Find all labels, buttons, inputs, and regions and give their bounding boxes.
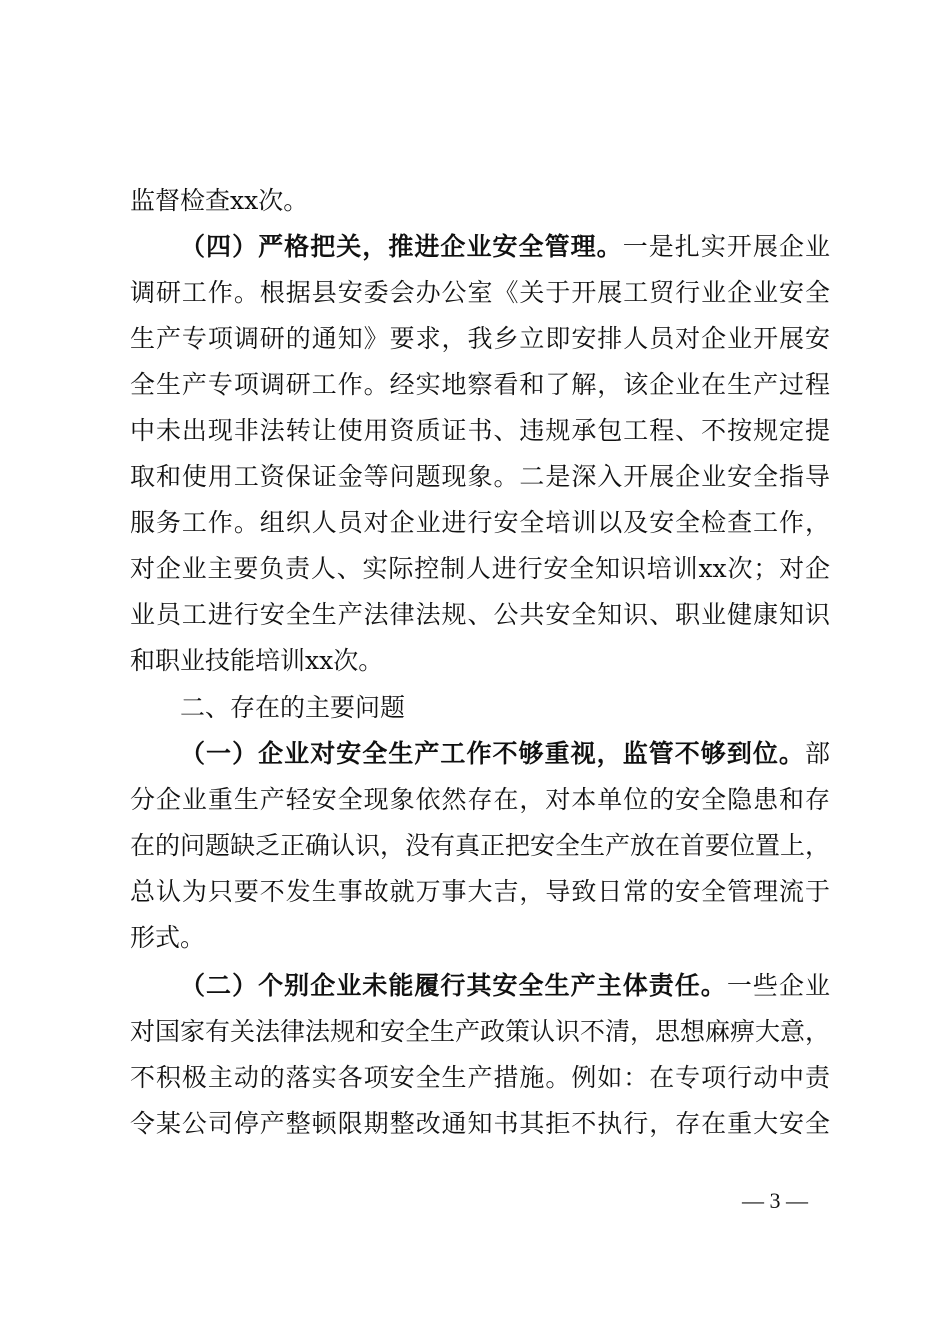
- line-text: 对企业主要负责人、实际控制人进行安全知识培训xx次；对企: [130, 554, 830, 583]
- body-line: [130, 546, 830, 592]
- line-text: 一些企业: [726, 971, 830, 1000]
- line-text: 总认为只要不发生事故就万事大吉，导致日常的安全管理流于: [130, 877, 830, 906]
- body-line: [130, 316, 830, 362]
- page-number: — 3 —: [742, 1188, 808, 1213]
- body-line: [130, 869, 830, 915]
- body-line: [130, 638, 830, 684]
- line-text: 和职业技能培训xx次。: [130, 646, 384, 675]
- line-text: 对国家有关法律法规和安全生产政策认识不清，思想麻痹大意，: [130, 1017, 831, 1046]
- line-text: 服务工作。组织人员对企业进行安全培训以及安全检查工作，: [130, 508, 830, 537]
- body-line: [130, 362, 830, 408]
- line-text: 业员工进行安全生产法律法规、公共安全知识、职业健康知识: [130, 600, 830, 629]
- line-text: 取和使用工资保证金等问题现象。二是深入开展企业安全指导: [130, 462, 830, 491]
- line-text: 监督检查xx次。: [130, 186, 309, 215]
- line-text: 中未出现非法转让使用资质证书、违规承包工程、不按规定提: [130, 416, 830, 445]
- line-text: 调研工作。根据县安委会办公室《关于开展工贸行业企业安全: [130, 278, 830, 307]
- line-text: 部: [804, 739, 830, 768]
- line-text: 分企业重生产轻安全现象依然存在，对本单位的安全隐患和存: [130, 785, 830, 814]
- line-text: 一是扎实开展企业: [622, 232, 830, 261]
- subsection-2-line: [180, 963, 830, 1009]
- line-text: 形式。: [130, 923, 206, 952]
- body-line: [130, 823, 830, 869]
- line-text: 不积极主动的落实各项安全生产措施。例如：在专项行动中责: [130, 1063, 830, 1092]
- body-line: [130, 915, 830, 961]
- line-text: 令某公司停产整顿限期整改通知书其拒不执行，存在重大安全: [130, 1109, 830, 1138]
- body-line: [130, 1101, 830, 1147]
- body-line: [130, 270, 830, 316]
- body-line: [130, 178, 830, 224]
- body-line: [130, 777, 830, 823]
- line-text: 全生产专项调研工作。经实地察看和了解，该企业在生产过程: [130, 370, 830, 399]
- body-line: [130, 1009, 830, 1055]
- body-line: [130, 500, 830, 546]
- body-line: [130, 408, 830, 454]
- section-4-heading-line: [180, 224, 830, 270]
- section-heading: 二、存在的主要问题: [180, 693, 406, 722]
- line-text: 生产专项调研的通知》要求，我乡立即安排人员对企业开展安: [130, 324, 830, 353]
- subsection-2-heading: （二）个别企业未能履行其安全生产主体责任。: [180, 971, 727, 1000]
- body-line: [130, 592, 830, 638]
- line-text: 在的问题缺乏正确认识，没有真正把安全生产放在首要位置上，: [130, 831, 831, 860]
- subsection-1-line: [180, 731, 830, 777]
- body-line: [130, 454, 830, 500]
- subsection-1-heading: （一）企业对安全生产工作不够重视，监管不够到位。: [180, 739, 805, 768]
- section-4-heading: （四）严格把关，推进企业安全管理。: [180, 232, 623, 261]
- body-line: [130, 1055, 830, 1101]
